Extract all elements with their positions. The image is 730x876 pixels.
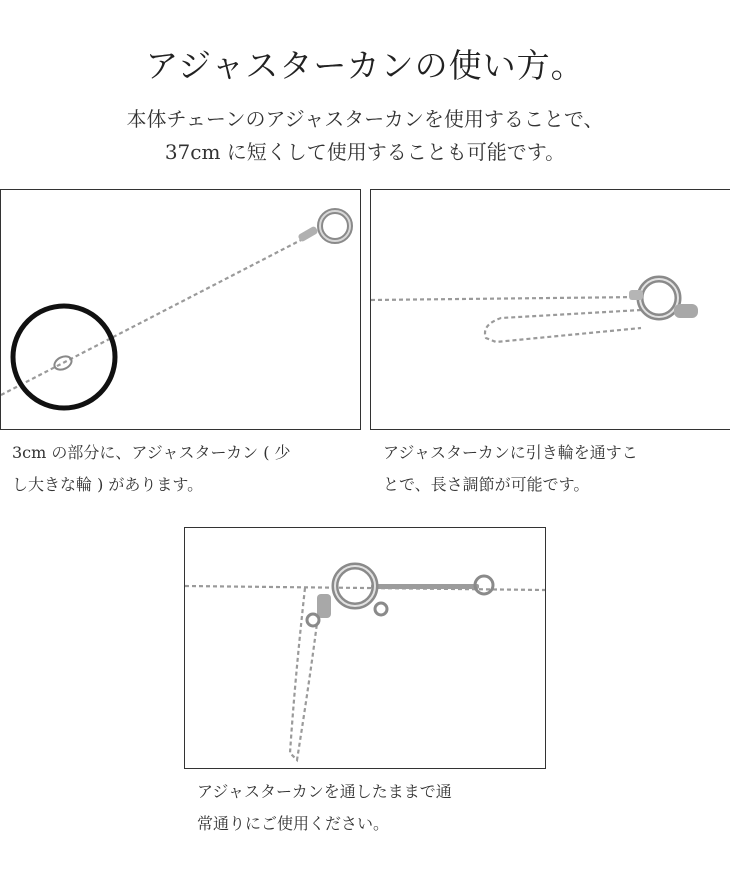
caption-step-3 [197,776,537,840]
photo-clasp-through-ring [370,189,730,430]
caption-1-line-2: し大きな輪 ) があります。 [12,475,204,494]
clasp-connector [317,594,331,618]
clasp-tab [674,304,698,318]
caption-2-line-2: とで、長さ調節が可能です。 [383,475,590,494]
intro-text [0,103,730,169]
chain-photo-3 [185,528,545,768]
photo-worn-with-adjuster [184,527,546,769]
caption-3-line-1: アジャスターカンを通したままで通 [197,782,452,801]
chain-lower-loop [485,310,641,342]
clasp-connector [629,290,643,300]
page-title: アジャスターカンの使い方。 [145,46,585,85]
photo-adjuster-ring [0,189,361,430]
intro-line-1: 本体チェーンのアジャスターカンを使用することで、 [126,107,604,131]
intro-line-2: 37cm に短くして使用することも可能です。 [164,140,566,164]
chain-photo-2 [371,190,730,429]
chain-photo-1 [1,190,360,429]
caption-2-line-1: アジャスターカンに引き輪を通すこ [383,443,638,462]
chain-upper [371,297,641,300]
caption-step-2 [383,437,723,501]
clasp-connector [297,226,318,243]
adjuster-ring [52,354,73,372]
chain [1,240,301,395]
connector-ring [307,614,319,626]
adjuster-bar [371,584,479,589]
caption-1-line-1: 3cm の部分に、アジャスターカン ( 少 [12,443,291,462]
clasp-small-ring [375,603,387,615]
caption-step-1 [12,437,362,501]
caption-3-line-2: 常通りにご使用ください。 [197,814,390,833]
